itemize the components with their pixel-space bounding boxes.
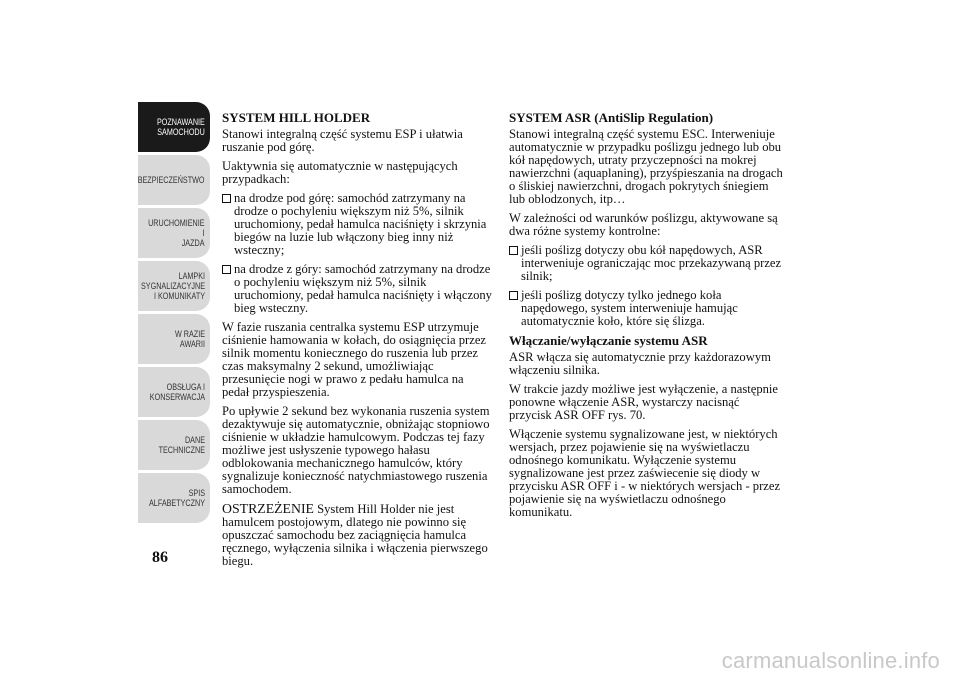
page-number: 86 [152,549,168,566]
bullet-item [509,289,784,328]
chapter-tabs [138,102,210,523]
bullet-text: jeśli poślizg dotyczy tylko jednego koła napędowego, system interweniuje hamując automatycznie koło, które się ślizga. [521,288,738,328]
section-heading: SYSTEM HILL HOLDER [222,110,371,125]
tab-lampki-sygnalizacyjne[interactable] [138,261,210,311]
tab-label: POZNAWANIE SAMOCHODU [157,117,205,137]
tab-poznawanie-samochodu[interactable] [138,102,210,152]
tab-label: LAMPKI SYGNALIZACYJNE I KOMUNIKATY [140,271,205,301]
checkbox-bullet-icon [222,194,231,203]
warning-note [222,502,494,568]
tab-label: URUCHOMIENIE I JAZDA [148,218,205,248]
paragraph: W zależności od warunków poślizgu, aktywowane są dwa różne systemy kontrolne: [509,211,778,238]
tab-spis-alfabetyczny[interactable] [138,473,210,523]
paragraph: Stanowi integralną część systemu ESP i ułatwia ruszanie pod górę. [222,127,463,154]
paragraph: Uaktywnia się automatycznie w następujących przypadkach: [222,159,458,186]
paragraph: ASR włącza się automatycznie przy każdorazowym włączeniu silnika. [509,350,771,377]
left-column [222,111,494,574]
tab-dane-techniczne[interactable] [138,420,210,470]
tab-uruchomienie-i-jazda[interactable] [138,208,210,258]
warning-label: OSTRZEŻENIE [222,501,314,516]
checkbox-bullet-icon [509,291,518,300]
tab-label: BEZPIECZEŃSTWO [138,175,205,185]
paragraph: Stanowi integralną część systemu ESC. Interweniuje automatycznie w przypadku poślizgu jednego lub obu kół napędowych, utraty przyczepności na mokrej nawierzchni (aquaplaning), przyśpieszania na drogach o śliskiej nawierzchni, drogach pokrytych śniegiem lub oblodzonych, itp… [509,127,783,206]
bullet-text: na drodze pod górę: samochód zatrzymany na drodze o pochyleniu większym niż 5%, silnik uruchomiony, pedał hamulca naciśnięty i skrzynia biegów na luzie lub włączony bieg inny niż wsteczny; [234,191,487,257]
watermark: carmanualsonline.info [721,648,940,673]
checkbox-bullet-icon [509,246,518,255]
tab-label: W RAZIE AWARII [175,329,205,349]
bullet-text: na drodze z góry: samochód zatrzymany na drodze o pochyleniu większym niż 5%, silnik uruchomiony, pedał hamulca naciśnięty i włączony bieg wsteczny. [234,262,492,315]
bullet-item [222,263,494,315]
tab-bezpieczenstwo[interactable] [138,155,210,205]
subsection-heading: Włączanie/wyłączanie systemu ASR [509,333,708,348]
right-column [509,111,784,525]
tab-obsluga-i-konserwacja[interactable] [138,367,210,417]
bullet-item [509,244,784,283]
bullet-item [222,192,494,257]
section-heading: SYSTEM ASR (AntiSlip Regulation) [509,110,714,125]
paragraph: W fazie ruszania centralka systemu ESP utrzymuje ciśnienie hamowania w kołach, do osiągnięcia przez silnik momentu koniecznego do ruszenia lub przez czas maksymalny 2 sekund, umożliwiając przesunięcie nogi w prawo z pedału hamulca na pedał przyspieszenia. [222,320,487,399]
tab-label: SPIS ALFABETYCZNY [148,488,205,508]
paragraph: W trakcie jazdy możliwe jest wyłączenie, a następnie ponowne włączenie ASR, wystarczy nacisnąć przycisk ASR OFF rys. 70. [509,382,779,422]
paragraph: Po upływie 2 sekund bez wykonania ruszenia system dezaktywuje się automatycznie, obniżając stopniowo ciśnienie w układzie hamulcowym. Podczas tej fazy możliwe jest usłyszenie typowego hałasu odblokowania mechanicznego hamulców, który sygnalizuje konieczność natychmiastowego ruszenia samochodem. [222,404,490,496]
tab-label: DANE TECHNICZNE [158,435,205,455]
bullet-text: jeśli poślizg dotyczy obu kół napędowych, ASR interweniuje ograniczając moc przekazywaną przez silnik; [521,243,782,283]
warning-text: System Hill Holder nie jest hamulcem postojowym, dlatego nie powinno się opuszczać samochodu bez zaciągnięcia hamulca ręcznego, wyłączenia silnika i włączenia pierwszego biegu. [222,502,488,568]
tab-w-razie-awarii[interactable] [138,314,210,364]
paragraph: Włączenie systemu sygnalizowane jest, w niektórych wersjach, przez pojawienie się na wyświetlaczu odnośnego komunikatu. Wyłączenie systemu sygnalizowane jest przez zaświecenie się diody w przycisku ASR OFF i - w niektórych wersjach - przez pojawienie się na wyświetlaczu odnośnego komunikatu. [509,427,781,519]
tab-label: OBSŁUGA I KONSERWACJA [149,382,205,402]
checkbox-bullet-icon [222,265,231,274]
